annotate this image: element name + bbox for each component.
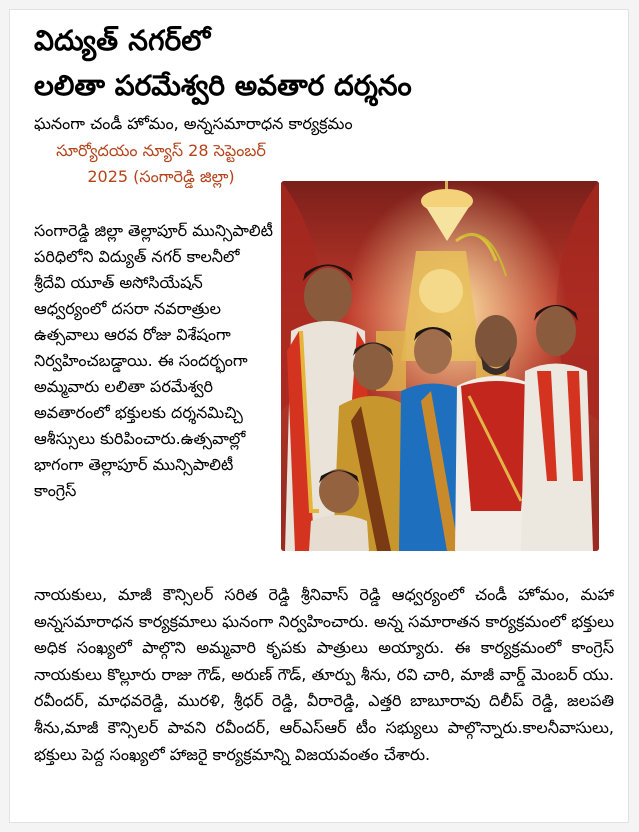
headline-line1: విద్యుత్ నగర్‌లో [34,24,211,57]
headline-line2: లలితా పరమేశ్వరి అవతార దర్శనం [34,69,412,102]
article-body-part1: సంగారెడ్డి జిల్లా తెల్లాపూర్ మున్సిపాలిటీ పరిధిలోని విద్యుత్ నగర్ కాలనీలో శ్రీదేవి యూత్ అసోసియేషన్ ఆధ్వర్యంలో దసరా నవరాత్రుల ఉత్సవాలు ఆరవ రోజు విశేషంగా నిర్వహించబడ్డాయి. ఈ సందర్భంగా అమ్మవారు లలితా పరమేశ్వరి అవతారంలో భక్తులకు దర్శనమిచ్చి ఆశీస్సులు కురిపించారు.ఉత్సవాల్లో భాగంగా తెల్లాపూర్ మున్సిపాలిటీ కాంగ్రెస్ [34,221,273,500]
article-body-part2: నాయకులు, మాజీ కౌన్సిలర్ సరిత రెడ్డి శ్రీనివాస్ రెడ్డి ఆధ్వర్యంలో చండీ హోమం, మహా అన్నసమారాధన కార్యక్రమాలు ఘనంగా నిర్వహించారు. అన్న సమారాతన కార్యక్రమంలో భక్తులు అధిక సంఖ్యలో పాల్గొని అమ్మవారి కృపకు పాత్రులు అయ్యారు. ఈ కార్యక్రమంలో కాంగ్రెస్ నాయకులు కొల్లూరు రాజు గౌడ్, అరుణ్ గౌడ్, తూర్పు శీను, రవి చారి, మాజీ వార్డ్ మెంబర్ యు. రవీందర్, మాధవరెడ్డి, మురళి, శ్రీధర్ రెడ్డి, వీరారెడ్డి, ఎత్తరి బాబూరావు దిలీప్ రెడ్డి, జలపతి శీను,మాజీ కౌన్సిలర్ పావని రవీందర్, ఆర్ఎస్ఆర్ టీం సభ్యులు పాల్గొన్నారు.కాలనీవాసులు, భక్తులు పెద్ద సంఖ్యలో హాజరై కార్యక్రమాన్ని విజయవంతం చేశారు. [34,585,614,764]
event-photo [281,181,599,551]
dateline: సూర్యోదయం న్యూస్ 28 సెప్టెంబర్ 2025 (సంగారెడ్డి జిల్లా) [56,141,266,186]
news-clipping [9,9,629,823]
event-photo-illustration [281,181,599,551]
subheadline: ఘనంగా చండీ హోమం, అన్నసమారాధన కార్యక్రమం [34,114,353,133]
